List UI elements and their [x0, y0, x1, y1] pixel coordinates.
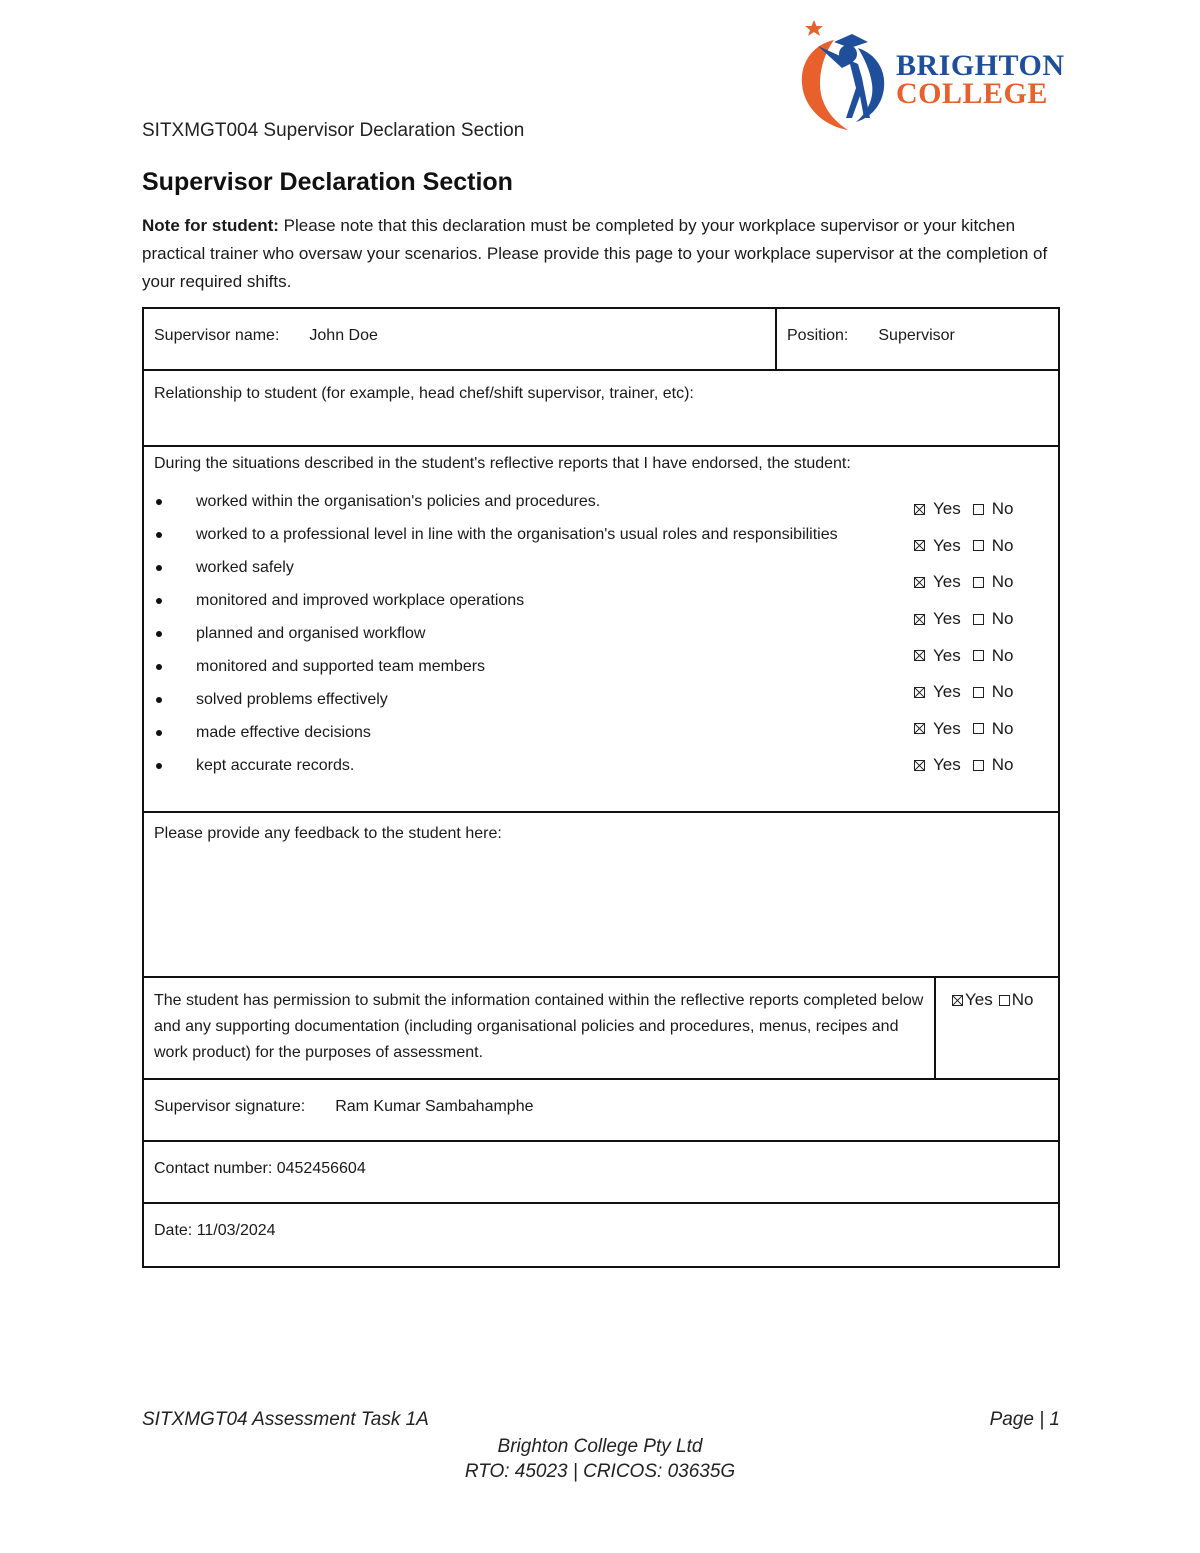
date-label: Date: — [154, 1222, 197, 1239]
no-label: No — [991, 755, 1014, 775]
yes-label: Yes — [933, 682, 961, 702]
criteria-item — [154, 555, 874, 580]
student-note — [142, 212, 1062, 296]
feedback-label: Please provide any feedback to the student here: — [154, 825, 502, 842]
supervisor-name-label: Supervisor name: — [154, 327, 280, 344]
supervisor-name-cell[interactable] — [144, 309, 777, 369]
yes-label: Yes — [933, 645, 961, 665]
yes-checkbox-checked[interactable] — [914, 650, 925, 661]
bullet-icon — [156, 631, 162, 637]
criteria-text: solved problems effectively — [196, 691, 388, 708]
supervisor-name-value[interactable]: John Doe — [309, 327, 378, 344]
date-row[interactable] — [144, 1204, 1058, 1266]
permission-no-checkbox[interactable] — [999, 995, 1010, 1006]
logo-emblem-icon — [798, 18, 898, 134]
permission-yes-checkbox-checked[interactable] — [952, 995, 963, 1006]
permission-text: The student has permission to submit the information contained within the reflective reports completed below and any supporting documentation (including organisational policies and procedures, menus, recipes and work product) for the purposes of assessment. — [144, 978, 936, 1078]
bullet-icon — [156, 763, 162, 769]
no-checkbox[interactable] — [973, 723, 984, 734]
signature-value[interactable]: Ram Kumar Sambahamphe — [335, 1098, 534, 1115]
no-label: No — [991, 682, 1014, 702]
criteria-item — [154, 687, 874, 712]
document-header-title: SITXMGT004 Supervisor Declaration Section — [142, 120, 525, 141]
no-label: No — [991, 499, 1014, 519]
bullet-icon — [156, 532, 162, 538]
bullet-icon — [156, 664, 162, 670]
position-value[interactable]: Supervisor — [878, 327, 955, 344]
yes-checkbox-checked[interactable] — [914, 723, 925, 734]
no-checkbox[interactable] — [973, 577, 984, 588]
page-title: Supervisor Declaration Section — [142, 168, 513, 196]
position-label: Position: — [787, 327, 849, 344]
logo-word-college: COLLEGE — [896, 77, 1048, 110]
criteria-text: made effective decisions — [196, 724, 371, 741]
yes-no-choice — [914, 564, 1054, 601]
no-label: No — [991, 718, 1014, 738]
yes-checkbox-checked[interactable] — [914, 760, 925, 771]
yes-label: Yes — [933, 609, 961, 629]
contact-row[interactable] — [144, 1142, 1058, 1204]
supervisor-name-row — [144, 309, 1058, 371]
relationship-label: Relationship to student (for example, head chef/shift supervisor, trainer, etc): — [154, 385, 694, 402]
criteria-text: planned and organised workflow — [196, 625, 426, 642]
footer-company: Brighton College Pty Ltd — [497, 1436, 703, 1457]
footer-page-number: Page | 1 — [989, 1409, 1060, 1430]
criteria-item — [154, 753, 874, 778]
bullet-icon — [156, 499, 162, 505]
yes-checkbox-checked[interactable] — [914, 687, 925, 698]
no-checkbox[interactable] — [973, 760, 984, 771]
yes-no-choice — [914, 601, 1054, 638]
student-note-label: Note for student: — [142, 216, 279, 235]
yes-no-choice — [914, 711, 1054, 748]
footer-rto: RTO: 45023 | CRICOS: 03635G — [464, 1461, 736, 1482]
feedback-row[interactable] — [144, 813, 1058, 978]
yes-checkbox-checked[interactable] — [914, 540, 925, 551]
bullet-icon — [156, 730, 162, 736]
criteria-item — [154, 522, 874, 547]
no-checkbox[interactable] — [973, 540, 984, 551]
signature-label: Supervisor signature: — [154, 1098, 306, 1115]
criteria-text: monitored and improved workplace operations — [196, 592, 525, 609]
yes-label: Yes — [933, 718, 961, 738]
no-label: No — [991, 535, 1014, 555]
criteria-row — [144, 447, 1058, 813]
permission-no-label: No — [1011, 990, 1034, 1009]
brighton-college-logo — [798, 18, 1065, 134]
criteria-intro: During the situations described in the student's reflective reports that I have endorsed, the student: — [154, 455, 851, 472]
no-checkbox[interactable] — [973, 650, 984, 661]
criteria-item — [154, 720, 874, 745]
no-label: No — [991, 645, 1014, 665]
yes-no-choice — [914, 491, 1054, 528]
contact-label: Contact number: — [154, 1160, 277, 1177]
criteria-item — [154, 489, 874, 514]
permission-yes-label: Yes — [965, 990, 993, 1009]
no-label: No — [991, 609, 1014, 629]
criteria-item — [154, 588, 874, 613]
yes-no-choice — [914, 637, 1054, 674]
criteria-text: kept accurate records. — [196, 757, 355, 774]
criteria-item — [154, 621, 874, 646]
signature-row[interactable] — [144, 1080, 1058, 1142]
yes-label: Yes — [933, 755, 961, 775]
relationship-row[interactable] — [144, 371, 1058, 447]
no-checkbox[interactable] — [973, 614, 984, 625]
position-cell[interactable] — [777, 309, 1058, 369]
yes-no-choice — [914, 528, 1054, 565]
bullet-icon — [156, 565, 162, 571]
criteria-list — [154, 489, 874, 786]
yes-checkbox-checked[interactable] — [914, 577, 925, 588]
student-note-text: Please note that this declaration must be completed by your workplace supervisor or your kitchen practical trainer who oversaw your scenarios. Please provide this page to your workplace supervisor at the completion of your required shifts. — [142, 216, 1048, 291]
date-value[interactable]: 11/03/2024 — [196, 1222, 276, 1239]
yes-no-choice — [914, 747, 1054, 784]
yes-no-column — [914, 491, 1054, 784]
no-checkbox[interactable] — [973, 687, 984, 698]
yes-no-choice — [914, 674, 1054, 711]
no-label: No — [991, 572, 1014, 592]
criteria-text: worked to a professional level in line with the organisation's usual roles and responsibilities — [196, 526, 838, 543]
yes-label: Yes — [933, 572, 961, 592]
yes-label: Yes — [933, 535, 961, 555]
yes-label: Yes — [933, 499, 961, 519]
criteria-item — [154, 654, 874, 679]
yes-checkbox-checked[interactable] — [914, 504, 925, 515]
supervisor-declaration-form — [142, 307, 1060, 1268]
logo-word-brighton: BRIGHTON — [896, 49, 1065, 82]
no-checkbox[interactable] — [973, 504, 984, 515]
bullet-icon — [156, 598, 162, 604]
bullet-icon — [156, 697, 162, 703]
criteria-text: worked safely — [196, 559, 294, 576]
permission-row — [144, 978, 1058, 1080]
footer-assessment-title: SITXMGT04 Assessment Task 1A — [142, 1409, 429, 1430]
yes-checkbox-checked[interactable] — [914, 614, 925, 625]
contact-value[interactable]: 0452456604 — [276, 1160, 366, 1177]
criteria-text: worked within the organisation's policies and procedures. — [196, 493, 601, 510]
permission-choice — [936, 978, 1058, 1078]
criteria-text: monitored and supported team members — [196, 658, 486, 675]
